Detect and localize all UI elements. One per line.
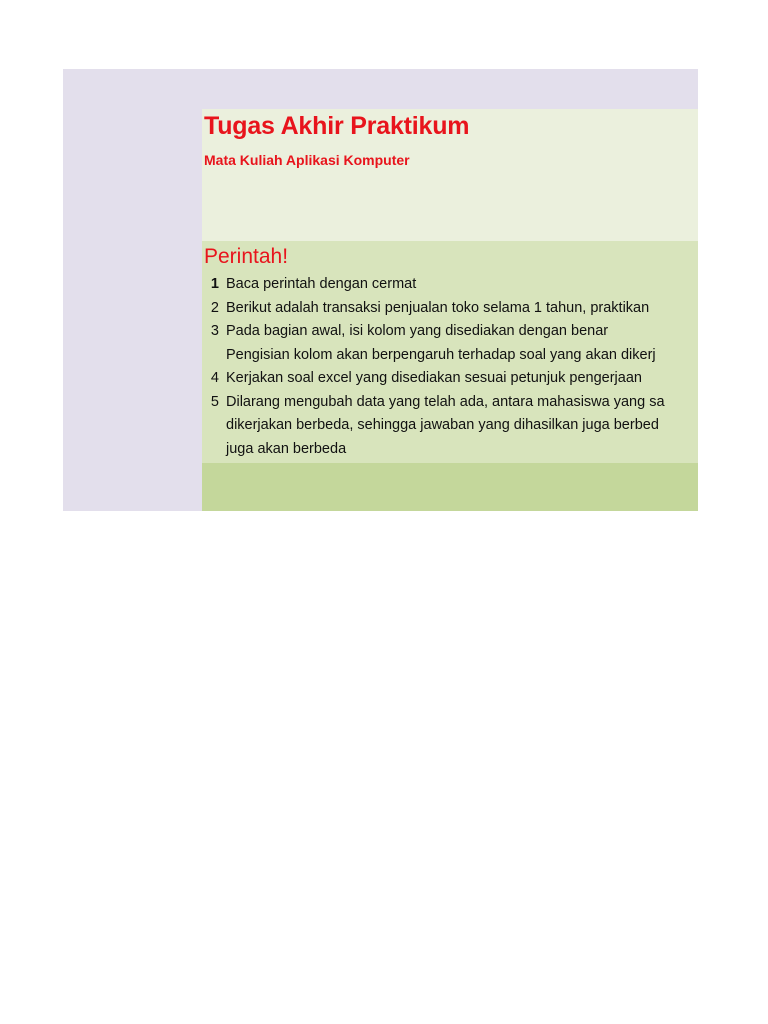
page-title: Tugas Akhir Praktikum: [204, 112, 470, 140]
list-item: [202, 394, 698, 418]
header-band: [202, 109, 698, 241]
item-number: 4: [210, 370, 219, 386]
item-text: Pada bagian awal, isi kolom yang disediakan dengan benar: [226, 323, 609, 339]
list-item: [202, 347, 698, 371]
item-text: Dilarang mengubah data yang telah ada, antara mahasiswa yang sa: [226, 393, 665, 410]
list-item: [202, 276, 698, 300]
spreadsheet-page: [63, 69, 698, 511]
item-number: 2: [210, 299, 219, 316]
item-text: Kerjakan soal excel yang disediakan sesuai petunjuk pengerjaan: [226, 370, 642, 386]
item-text: Pengisian kolom akan berpengaruh terhadap soal yang akan dikerj: [226, 346, 656, 363]
list-item: [202, 300, 698, 324]
instructions-section: [202, 241, 698, 463]
item-text: Baca perintah dengan cermat: [226, 276, 417, 292]
content-panel: [202, 109, 698, 511]
list-item: [202, 441, 698, 465]
item-number: 5: [210, 393, 219, 410]
list-item: [202, 417, 698, 441]
item-text: juga akan berbeda: [226, 440, 347, 457]
footer-band: [202, 463, 698, 511]
item-text: Berikut adalah transaksi penjualan toko selama 1 tahun, praktikan: [226, 299, 650, 316]
instructions-list: [202, 276, 698, 464]
instructions-heading: Perintah!: [204, 245, 289, 268]
item-number: 3: [210, 323, 219, 339]
item-number: 1: [210, 276, 219, 292]
list-item: [202, 370, 698, 394]
item-text: dikerjakan berbeda, sehingga jawaban yang dihasilkan juga berbed: [226, 417, 659, 433]
page-subtitle: Mata Kuliah Aplikasi Komputer: [204, 152, 410, 168]
list-item: [202, 323, 698, 347]
